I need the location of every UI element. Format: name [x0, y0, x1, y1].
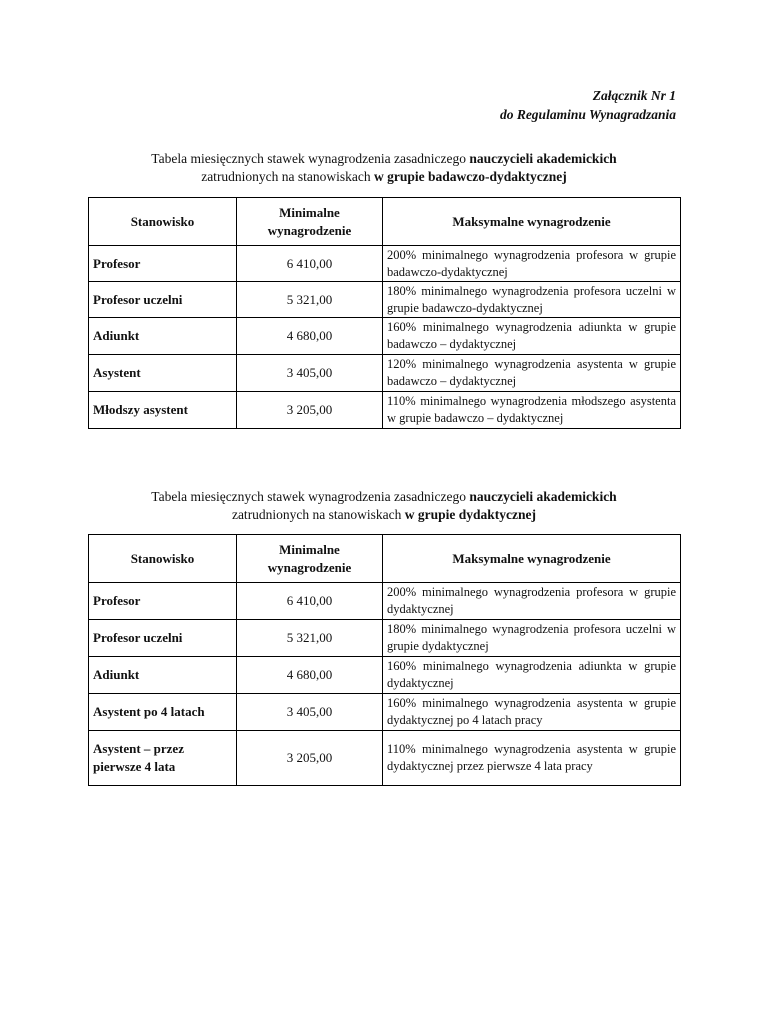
position-cell: Profesor — [89, 246, 237, 282]
max-salary-cell: 200% minimalnego wynagrodzenia profesora w grupie badawczo-dydaktycznej — [383, 246, 681, 282]
max-salary-cell: 180% minimalnego wynagrodzenia profesora uczelni w grupie badawczo-dydaktycznej — [383, 282, 681, 318]
table1-header-row — [89, 198, 681, 246]
position-cell: Profesor uczelni — [89, 620, 237, 657]
table-row — [89, 657, 681, 694]
table1-heading-bold2: w grupie badawczo-dydaktycznej — [374, 169, 567, 184]
table2-heading-bold1: nauczycieli akademickich — [469, 489, 617, 504]
annex-header — [500, 86, 676, 124]
min-salary-cell: 5 321,00 — [237, 282, 383, 318]
table2-heading — [88, 488, 680, 524]
position-cell: Profesor uczelni — [89, 282, 237, 318]
table1-heading-text1: Tabela miesięcznych stawek wynagrodzenia zasadniczego — [151, 151, 470, 166]
max-salary-cell: 160% minimalnego wynagrodzenia asystenta w grupie dydaktycznej po 4 latach pracy — [383, 694, 681, 731]
max-salary-cell: 160% minimalnego wynagrodzenia adiunkta w grupie badawczo – dydaktycznej — [383, 318, 681, 355]
column-header: Maksymalne wynagrodzenie — [383, 535, 681, 583]
max-salary-cell: 200% minimalnego wynagrodzenia profesora w grupie dydaktycznej — [383, 583, 681, 620]
position-cell: Adiunkt — [89, 657, 237, 694]
position-cell: Młodszy asystent — [89, 392, 237, 429]
table2-header-row — [89, 535, 681, 583]
position-cell: Asystent po 4 latach — [89, 694, 237, 731]
position-cell: Asystent – przez pierwsze 4 lata — [89, 731, 237, 786]
table-row — [89, 583, 681, 620]
table2-heading-text2: zatrudnionych na stanowiskach — [231, 507, 405, 522]
max-salary-cell: 110% minimalnego wynagrodzenia asystenta w grupie dydaktycznej przez pierwsze 4 lata pracy — [383, 731, 681, 786]
position-cell: Profesor — [89, 583, 237, 620]
min-salary-cell: 6 410,00 — [237, 583, 383, 620]
max-salary-cell: 180% minimalnego wynagrodzenia profesora uczelni w grupie dydaktycznej — [383, 620, 681, 657]
max-salary-cell: 120% minimalnego wynagrodzenia asystenta w grupie badawczo – dydaktycznej — [383, 355, 681, 392]
table-row — [89, 694, 681, 731]
table1-heading — [88, 150, 680, 186]
table1-heading-bold1: nauczycieli akademickich — [469, 151, 617, 166]
min-salary-cell: 5 321,00 — [237, 620, 383, 657]
table-row — [89, 246, 681, 282]
min-salary-cell: 6 410,00 — [237, 246, 383, 282]
table1-heading-text2: zatrudnionych na stanowiskach — [201, 169, 375, 184]
column-header: Stanowisko — [89, 198, 237, 246]
min-salary-cell: 3 205,00 — [237, 392, 383, 429]
table-row — [89, 282, 681, 318]
table-row — [89, 392, 681, 429]
table1 — [88, 197, 681, 429]
min-salary-cell: 3 205,00 — [237, 731, 383, 786]
max-salary-cell: 110% minimalnego wynagrodzenia młodszego asystenta w grupie badawczo – dydaktycznej — [383, 392, 681, 429]
min-salary-cell: 4 680,00 — [237, 318, 383, 355]
max-salary-cell: 160% minimalnego wynagrodzenia adiunkta w grupie dydaktycznej — [383, 657, 681, 694]
column-header: Stanowisko — [89, 535, 237, 583]
annex-title: Załącznik Nr 1 — [592, 88, 676, 103]
annex-subtitle: do Regulaminu Wynagradzania — [499, 107, 676, 122]
min-salary-cell: 3 405,00 — [237, 694, 383, 731]
table-row — [89, 355, 681, 392]
table2-heading-bold2: w grupie dydaktycznej — [404, 507, 537, 522]
table-row — [89, 731, 681, 786]
column-header: Minimalne wynagrodzenie — [237, 198, 383, 246]
table2-heading-text1: Tabela miesięcznych stawek wynagrodzenia zasadniczego — [151, 489, 470, 504]
position-cell: Adiunkt — [89, 318, 237, 355]
min-salary-cell: 3 405,00 — [237, 355, 383, 392]
column-header: Minimalne wynagrodzenie — [237, 535, 383, 583]
table2 — [88, 534, 681, 786]
table-row — [89, 620, 681, 657]
position-cell: Asystent — [89, 355, 237, 392]
column-header: Maksymalne wynagrodzenie — [383, 198, 681, 246]
min-salary-cell: 4 680,00 — [237, 657, 383, 694]
table-row — [89, 318, 681, 355]
